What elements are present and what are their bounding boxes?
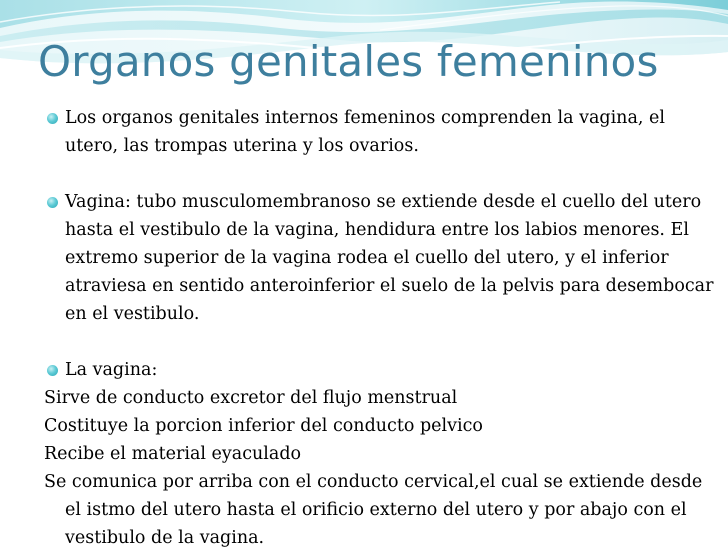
text-line: Recibe el material eyaculado: [44, 444, 302, 464]
text-line: Sirve de conducto excretor del flujo menstrual: [44, 388, 458, 408]
spacer: [44, 328, 716, 356]
text-line: Se comunica por arriba con el conducto cervical,el cual se extiende desde el istmo del utero hasta el orificio externo del utero y por abajo con el vestibulo de la vagina.: [44, 472, 703, 548]
bullet-item: [44, 356, 716, 384]
bullet-item: [44, 104, 716, 160]
bullet-dot-icon: [47, 113, 58, 124]
spacer: [44, 160, 716, 188]
slide-body: [44, 104, 716, 552]
slide-title: Organos genitales femeninos: [38, 37, 659, 86]
bullet-dot-icon: [47, 365, 58, 376]
bullet-text: La vagina:: [65, 360, 158, 380]
bullet-item: [44, 188, 716, 328]
bullet-dot-icon: [47, 197, 58, 208]
bullet-text: Vagina: tubo musculomembranoso se extiende desde el cuello del utero hasta el vestibulo de la vagina, hendidura entre los labios menores. El extremo superior de la vagina rodea el cuello del utero, y el inferior atraviesa en sentido anteroinferior el suelo de la pelvis para desembocar en el vestibulo.: [65, 192, 714, 324]
text-line: Costituye la porcion inferior del conducto pelvico: [44, 416, 483, 436]
bullet-text: Los organos genitales internos femeninos comprenden la vagina, el utero, las trompas uterina y los ovarios.: [65, 108, 665, 156]
